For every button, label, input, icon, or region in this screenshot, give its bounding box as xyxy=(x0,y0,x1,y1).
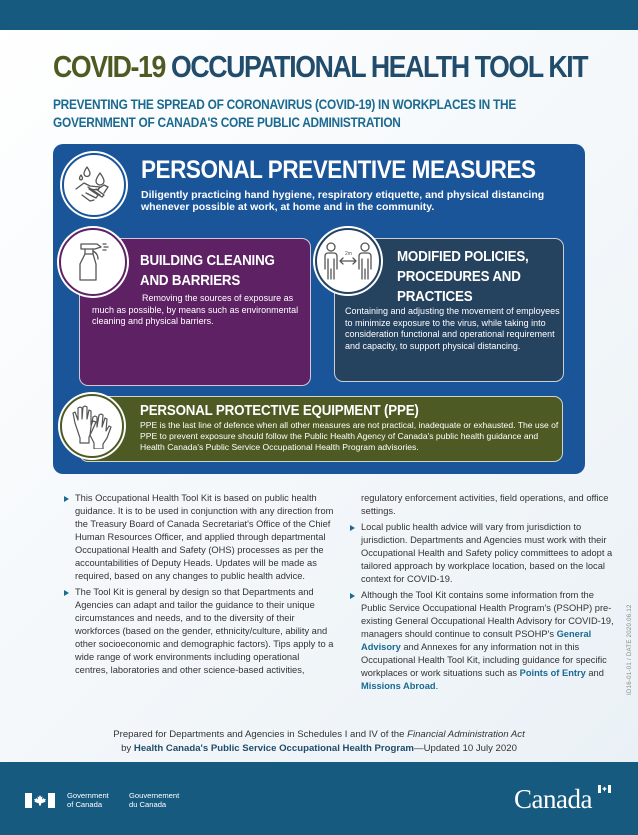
ppe-title: PERSONAL PROTECTIVE EQUIPMENT (PPE) xyxy=(140,403,419,419)
footer-note-text: Prepared for Departments and Agencies in Schedules I and IV of the xyxy=(113,729,408,740)
bullet-triangle-icon xyxy=(350,593,355,599)
government-of-canada-en xyxy=(67,791,109,809)
document-id: ID16-01-01 / DATE 2020.06.12 xyxy=(627,604,633,695)
ppm-title: PERSONAL PREVENTIVE MEASURES xyxy=(141,156,536,184)
points-of-entry-link[interactable]: Points of Entry xyxy=(519,668,586,678)
gloves-icon xyxy=(60,394,124,458)
canada-wordmark: Canada xyxy=(514,784,592,814)
page-subtitle xyxy=(53,96,599,132)
policies-title-line-2: PROCEDURES AND xyxy=(397,269,521,285)
footer-note-line-2 xyxy=(40,742,598,756)
act-name: Financial Administration Act xyxy=(407,729,525,740)
ppe-card xyxy=(79,396,563,462)
policies-title-line-1: MODIFIED POLICIES, xyxy=(397,249,529,265)
policies-title-line-3: PRACTICES xyxy=(397,289,473,305)
government-of-canada-fr xyxy=(129,791,179,809)
physical-distancing-icon xyxy=(315,228,381,294)
bullet-text: and Annexes for any information not in this Occupational Health Tool Kit, including guidance for specific workplaces or work situations such as xyxy=(361,642,607,678)
title-covid: COVID-19 xyxy=(53,49,165,84)
bullet-item xyxy=(64,586,334,677)
footer-note-text: by xyxy=(121,743,134,754)
bullet-text: This Occupational Health Tool Kit is based on public health guidance. It is to be used in conjunction with any direction from the Treasury Board of Canada Secretariat's Office of the Chief Human Resources Officer, and applied through departmental Occupational Health and Safety (OHS) processes as per the accountabilities of Deputy Heads. Updates will be made as required, based on any changes to public health advice. xyxy=(75,493,334,581)
personal-preventive-measures-panel xyxy=(53,144,585,474)
cleaning-title-line-1: BUILDING CLEANING xyxy=(140,253,275,269)
gov-en-line-2: of Canada xyxy=(67,800,103,809)
subtitle-line-1: PREVENTING THE SPREAD OF CORONAVIRUS (COVID-19) IN WORKPLACES IN THE xyxy=(53,97,517,112)
missions-abroad-link[interactable]: Missions Abroad xyxy=(361,681,436,691)
gov-fr-line-1: Gouvernement xyxy=(129,791,180,800)
cleaning-title xyxy=(140,251,296,291)
cleaning-text: Removing the sources of exposure as much as possible, by means such as environmental cleaning and physical barriers. xyxy=(92,293,299,326)
bullet-continuation: regulatory enforcement activities, field operations, and office settings. xyxy=(361,493,609,516)
left-column xyxy=(64,492,334,680)
distance-label: 2m xyxy=(345,251,352,257)
update-date: —Updated 10 July 2020 xyxy=(413,743,517,754)
hand-washing-icon xyxy=(62,153,126,217)
gov-fr-line-2: du Canada xyxy=(129,800,167,809)
bullet-triangle-icon xyxy=(64,590,69,596)
ppe-text: PPE is the last line of defence when all other measures are not practical, inadequate or exhausted. The use of PPE to prevent exposure should follow the Public Health Agency of Canada's public health guidance and Health Canada's Public Service Occupational Health Program advisories. xyxy=(140,420,559,452)
bullet-item xyxy=(350,589,615,693)
policies-text: Containing and adjusting the movement of employees to minimize exposure to the virus, while taking into consideration functional and operational requirement and capacity, to support physical distancing. xyxy=(345,306,560,351)
spray-bottle-icon xyxy=(59,228,127,296)
bullet-text: The Tool Kit is general by design so that Departments and Agencies can adapt and tailor the guidance to their unique circumstances and needs, and to the diversity of their workforces (based on the gender, ethnicity/culture, ability and other socioeconomic and demographic factors). Tips apply to a wide range of work environments including operational centres, laboratories and other science-based activities, xyxy=(75,587,334,675)
body-content xyxy=(64,492,624,692)
ppm-description: Diligently practicing hand hygiene, respiratory etiquette, and physical distancing whenever possible at work, at home and in the community. xyxy=(141,189,545,213)
top-bar xyxy=(0,0,638,30)
cleaning-title-line-2: AND BARRIERS xyxy=(140,273,241,289)
bullet-text: and xyxy=(585,668,604,678)
footer-note xyxy=(40,728,598,756)
bullet-triangle-icon xyxy=(64,496,69,502)
bullet-item xyxy=(350,521,615,586)
bullet-text: Local public health advice will vary from jurisdiction to jurisdiction. Departments and Agencies must work with their Occupational Health and Safety policy committees to adopt a tailored approach by workplace location, based on the local context for COVID-19. xyxy=(361,522,613,584)
program-name: Health Canada's Public Service Occupational Health Program xyxy=(133,743,414,754)
title-main: OCCUPATIONAL HEALTH TOOL KIT xyxy=(170,49,588,84)
bullet-text: . xyxy=(435,681,439,691)
wordmark-flag-icon xyxy=(598,785,611,793)
subtitle-line-2: GOVERNMENT OF CANADA'S CORE PUBLIC ADMINISTRATION xyxy=(53,115,401,130)
general-advisory-link[interactable]: General Advisory xyxy=(361,629,592,652)
bullet-text: Although the Tool Kit contains some information from the Public Service Occupational Health Program's (PSOHP) pre-existing General Occupational Health Advisory for COVID-19, managers should continue to consult PSOHP's xyxy=(361,590,614,639)
gov-en-line-1: Government xyxy=(67,791,109,800)
right-column xyxy=(350,492,615,696)
page-title xyxy=(53,48,588,86)
bullet-triangle-icon xyxy=(350,525,355,531)
canada-flag-icon xyxy=(25,793,55,808)
policies-title xyxy=(397,247,553,307)
bullet-item xyxy=(64,492,334,583)
footer-note-line-1 xyxy=(40,728,598,742)
